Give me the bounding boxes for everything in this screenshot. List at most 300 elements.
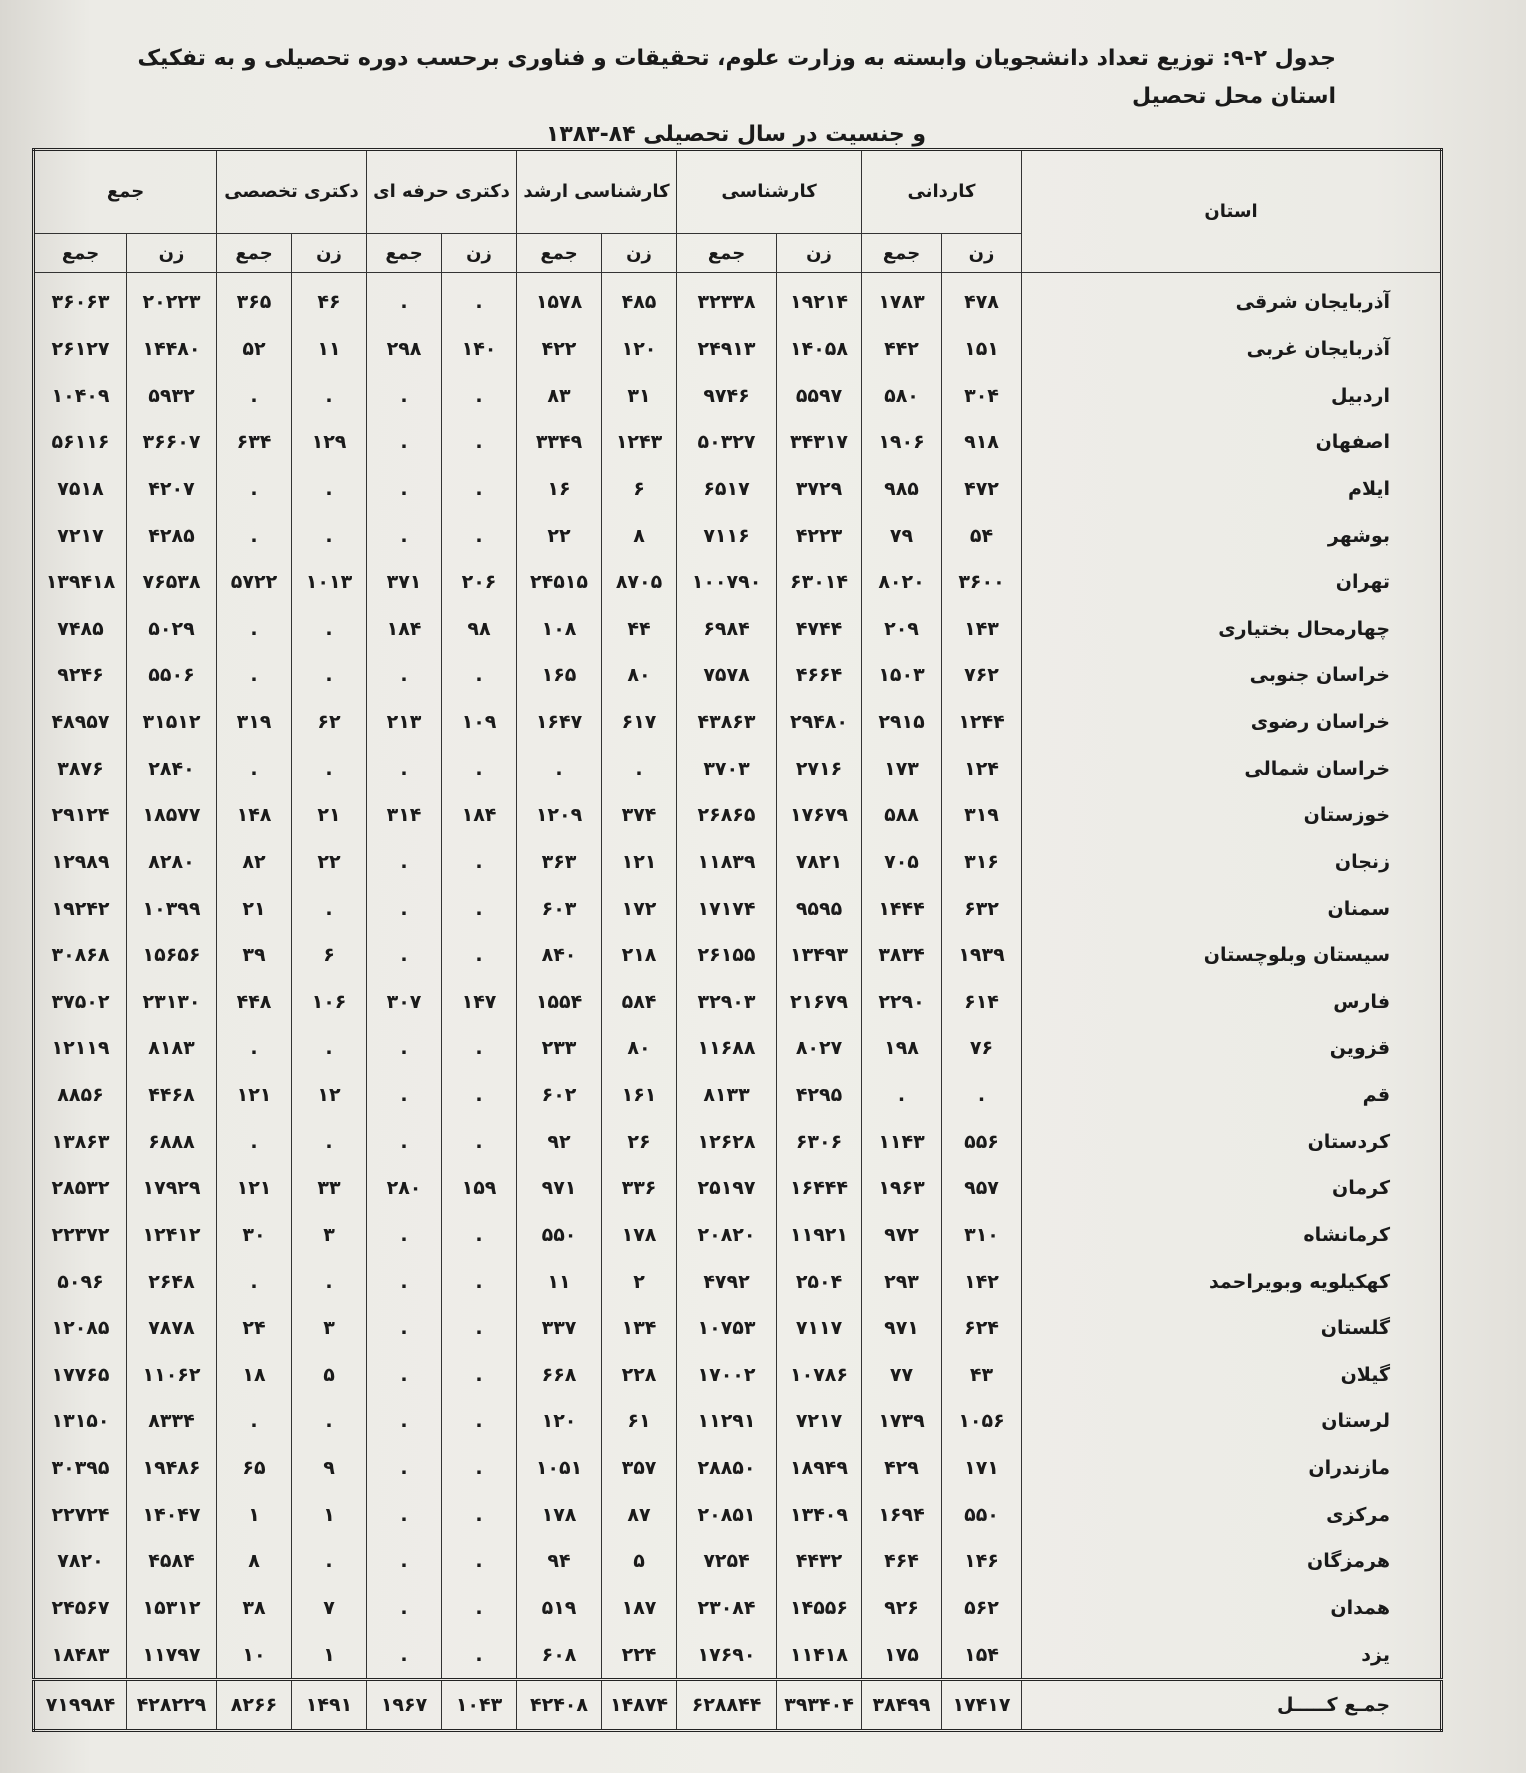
cell-total: ۱۳۱۵۰	[34, 1398, 127, 1445]
cell-female: .	[292, 372, 367, 419]
cell-total: .	[367, 1538, 442, 1585]
cell-female: .	[442, 932, 517, 979]
cell-total: .	[367, 1025, 442, 1072]
cell-total: ۱۸۴	[367, 606, 442, 653]
subheader-female: زن	[127, 234, 217, 273]
cell-female: ۲۰۲۲۳	[127, 273, 217, 326]
cell-total: ۳۰۸۶۸	[34, 932, 127, 979]
cell-female: ۱۰۹	[442, 699, 517, 746]
cell-total: ۹۴	[517, 1538, 602, 1585]
cell-female: ۲۲	[292, 839, 367, 886]
cell-female: ۵۵۶	[942, 1118, 1022, 1165]
cell-female: ۴۷۲	[942, 466, 1022, 513]
cell-total: .	[217, 1025, 292, 1072]
cell-female: ۱۴۸۷۴	[602, 1680, 677, 1731]
table-row	[34, 792, 1442, 839]
cell-total: ۷۸۲۰	[34, 1538, 127, 1585]
cell-total: ۲۸۵۳۲	[34, 1165, 127, 1212]
province-name: سیستان وبلوچستان	[1022, 932, 1442, 979]
cell-total: ۹۷۱	[517, 1165, 602, 1212]
cell-total: ۱۵۰۳	[862, 652, 942, 699]
cell-female: .	[292, 885, 367, 932]
cell-female: ۱۰۵۶	[942, 1398, 1022, 1445]
cell-female: ۹۵۹۵	[777, 885, 862, 932]
cell-total: ۴۲۲	[517, 326, 602, 373]
cell-female: .	[442, 1352, 517, 1399]
cell-total: .	[217, 372, 292, 419]
cell-female: ۸	[602, 512, 677, 559]
cell-female: .	[442, 372, 517, 419]
province-name: کرمان	[1022, 1165, 1442, 1212]
subheader-total: جمع	[34, 234, 127, 273]
cell-total: ۱۹۶۳	[862, 1165, 942, 1212]
cell-female: ۱۰۷۸۶	[777, 1352, 862, 1399]
table-row	[34, 1165, 1442, 1212]
cell-total: ۱۶۹۴	[862, 1491, 942, 1538]
cell-female: .	[442, 652, 517, 699]
students-table	[32, 148, 1443, 1732]
cell-female: ۴۲۸۲۲۹	[127, 1680, 217, 1731]
cell-total: ۵۸۸	[862, 792, 942, 839]
table-row	[34, 1398, 1442, 1445]
cell-female: ۸۳۳۴	[127, 1398, 217, 1445]
cell-total: ۴۴۲	[862, 326, 942, 373]
cell-female: .	[442, 1258, 517, 1305]
cell-female: ۴۴۳۲	[777, 1538, 862, 1585]
cell-total: ۱۲۹۸۹	[34, 839, 127, 886]
cell-total: ۷۹	[862, 512, 942, 559]
cell-total: ۱۲۰۹	[517, 792, 602, 839]
cell-female: ۱۵۶۵۶	[127, 932, 217, 979]
cell-female: ۷۸۷۸	[127, 1305, 217, 1352]
table-row	[34, 699, 1442, 746]
province-name: قم	[1022, 1072, 1442, 1119]
cell-female: ۲۹۴۸۰	[777, 699, 862, 746]
table-row	[34, 466, 1442, 513]
cell-female: ۳۶۶۰۷	[127, 419, 217, 466]
table-row	[34, 932, 1442, 979]
cell-total: .	[217, 466, 292, 513]
cell-total: ۱۱۶۸۸	[677, 1025, 777, 1072]
subheader-total: جمع	[677, 234, 777, 273]
cell-total: ۲۱۳	[367, 699, 442, 746]
cell-female: ۱۷۹۲۹	[127, 1165, 217, 1212]
cell-total: ۲۶۱۵۵	[677, 932, 777, 979]
cell-total: ۶۰۲	[517, 1072, 602, 1119]
province-name: تهران	[1022, 559, 1442, 606]
cell-female: ۱۳۴	[602, 1305, 677, 1352]
cell-female: .	[442, 839, 517, 886]
cell-female: ۲۱۶۷۹	[777, 979, 862, 1026]
province-name: کهکیلویه وبویراحمد	[1022, 1258, 1442, 1305]
province-name: سمنان	[1022, 885, 1442, 932]
cell-total: ۴۲۴۰۸	[517, 1680, 602, 1731]
cell-female: ۱۱۴۱۸	[777, 1631, 862, 1679]
cell-female: ۳۳۶	[602, 1165, 677, 1212]
cell-total: ۱۵۷۸	[517, 273, 602, 326]
cell-total: ۹۲۴۶	[34, 652, 127, 699]
cell-total: ۱۷۷۶۵	[34, 1352, 127, 1399]
cell-female: ۱۹۲۱۴	[777, 273, 862, 326]
header-group-professional-doctorate: دکتری حرفه ای	[367, 150, 517, 234]
cell-total: ۹۷۴۶	[677, 372, 777, 419]
cell-total: ۶۶۸	[517, 1352, 602, 1399]
cell-female: ۱۹۴۸۶	[127, 1445, 217, 1492]
cell-total: ۵۷۲۲	[217, 559, 292, 606]
cell-female: ۱۴۲	[942, 1258, 1022, 1305]
cell-female: ۷۱۱۷	[777, 1305, 862, 1352]
cell-female: ۳۱	[602, 372, 677, 419]
cell-total: ۵۱۹	[517, 1585, 602, 1632]
cell-total: ۱۳۸۶۳	[34, 1118, 127, 1165]
cell-female: .	[292, 1118, 367, 1165]
cell-female: ۵	[602, 1538, 677, 1585]
cell-female: ۱۴۴۸۰	[127, 326, 217, 373]
cell-female: ۱۲۴۱۲	[127, 1212, 217, 1259]
cell-female: ۱۴۰	[442, 326, 517, 373]
subheader-female: زن	[942, 234, 1022, 273]
cell-female: ۴۸۵	[602, 273, 677, 326]
cell-female: ۸۰	[602, 1025, 677, 1072]
table-row	[34, 1305, 1442, 1352]
cell-total: ۲۸۰	[367, 1165, 442, 1212]
cell-female: ۱۴۶	[942, 1538, 1022, 1585]
cell-total: ۲۴۹۱۳	[677, 326, 777, 373]
cell-female: .	[442, 1212, 517, 1259]
cell-female: ۸۰	[602, 652, 677, 699]
cell-female: ۶۱۷	[602, 699, 677, 746]
cell-total: ۱۹۸	[862, 1025, 942, 1072]
cell-total: .	[367, 372, 442, 419]
cell-total: ۲۲۳۷۲	[34, 1212, 127, 1259]
table-row	[34, 512, 1442, 559]
cell-total: ۷۲۱۷	[34, 512, 127, 559]
cell-total: .	[217, 1258, 292, 1305]
cell-total: ۳۶۰۶۳	[34, 273, 127, 326]
province-name: لرستان	[1022, 1398, 1442, 1445]
cell-total: ۳۱۹	[217, 699, 292, 746]
cell-female: ۸۲۸۰	[127, 839, 217, 886]
cell-total: ۹۷۲	[862, 1212, 942, 1259]
cell-total: ۲۶۸۶۵	[677, 792, 777, 839]
cell-total: .	[367, 1258, 442, 1305]
cell-total: ۵۸۰	[862, 372, 942, 419]
cell-female: .	[442, 1631, 517, 1679]
table-row	[34, 1212, 1442, 1259]
cell-female: ۱	[292, 1631, 367, 1679]
cell-female: ۱۵۱	[942, 326, 1022, 373]
province-name: جمـع کـــــل	[1022, 1680, 1442, 1731]
cell-female: ۱۴۵۵۶	[777, 1585, 862, 1632]
cell-total: ۱۰	[217, 1631, 292, 1679]
cell-female: ۴۷۸	[942, 273, 1022, 326]
cell-total: .	[367, 1631, 442, 1679]
cell-female: ۱۷۲	[602, 885, 677, 932]
header-group-master: کارشناسی ارشد	[517, 150, 677, 234]
table-row	[34, 326, 1442, 373]
cell-total: ۷۵۷۸	[677, 652, 777, 699]
cell-female: .	[442, 1445, 517, 1492]
cell-female: ۹	[292, 1445, 367, 1492]
table-title	[136, 40, 1336, 154]
cell-female: ۴۶	[292, 273, 367, 326]
province-name: اردبیل	[1022, 372, 1442, 419]
cell-female: ۱۵۴	[942, 1631, 1022, 1679]
province-name: فارس	[1022, 979, 1442, 1026]
cell-female: ۴۲۲۳	[777, 512, 862, 559]
cell-total: ۴۸۹۵۷	[34, 699, 127, 746]
cell-total: ۶۹۸۴	[677, 606, 777, 653]
cell-female: .	[292, 1398, 367, 1445]
cell-total: .	[217, 1398, 292, 1445]
cell-female: ۶۳۰۶	[777, 1118, 862, 1165]
cell-total: ۱۷۸	[517, 1491, 602, 1538]
cell-total: .	[367, 745, 442, 792]
cell-female: ۱۴۰۵۸	[777, 326, 862, 373]
cell-total: ۱۱۴۳	[862, 1118, 942, 1165]
cell-total: ۶۰۳	[517, 885, 602, 932]
cell-total: ۱۵۵۴	[517, 979, 602, 1026]
cell-female: ۸۷	[602, 1491, 677, 1538]
cell-female: ۳	[292, 1212, 367, 1259]
cell-total: ۸۱۳۳	[677, 1072, 777, 1119]
cell-total: ۱۲۰۸۵	[34, 1305, 127, 1352]
cell-female: ۵۵۰۶	[127, 652, 217, 699]
subheader-female: زن	[777, 234, 862, 273]
cell-female: ۵۵۹۷	[777, 372, 862, 419]
province-name: بوشهر	[1022, 512, 1442, 559]
cell-female: ۶۱	[602, 1398, 677, 1445]
cell-female: .	[442, 419, 517, 466]
cell-total: ۱۷۸۳	[862, 273, 942, 326]
cell-total: .	[367, 839, 442, 886]
province-name: خراسان شمالی	[1022, 745, 1442, 792]
cell-total: ۱	[217, 1491, 292, 1538]
cell-total: ۱۸۴۸۳	[34, 1631, 127, 1679]
cell-female: .	[292, 1025, 367, 1072]
cell-female: .	[442, 1118, 517, 1165]
cell-total: ۲۹۸	[367, 326, 442, 373]
cell-total: .	[367, 1491, 442, 1538]
cell-total: ۷۷	[862, 1352, 942, 1399]
cell-female: ۱۱۰۶۲	[127, 1352, 217, 1399]
cell-total: ۲۹۳	[862, 1258, 942, 1305]
cell-female: ۶	[292, 932, 367, 979]
cell-female: .	[442, 1491, 517, 1538]
cell-female: ۴۴	[602, 606, 677, 653]
cell-female: ۱۰۶	[292, 979, 367, 1026]
cell-female: ۱۰۱۳	[292, 559, 367, 606]
cell-female: ۱۲۴۴	[942, 699, 1022, 746]
cell-female: ۷	[292, 1585, 367, 1632]
cell-female: ۸۰۲۷	[777, 1025, 862, 1072]
header-group-associate: کاردانی	[862, 150, 1022, 234]
cell-total: ۴۴۸	[217, 979, 292, 1026]
cell-female: ۳۹۳۴۰۴	[777, 1680, 862, 1731]
cell-female: ۳۱۵۱۲	[127, 699, 217, 746]
cell-female: .	[442, 273, 517, 326]
cell-total: ۷۲۵۴	[677, 1538, 777, 1585]
cell-female: ۱۹۳۹	[942, 932, 1022, 979]
header-province: استان	[1022, 150, 1442, 273]
cell-total: .	[367, 1398, 442, 1445]
cell-total: ۳۸۷۶	[34, 745, 127, 792]
cell-female: ۲	[602, 1258, 677, 1305]
cell-total: ۱۷۳۹	[862, 1398, 942, 1445]
cell-total: ۳۰۷	[367, 979, 442, 1026]
cell-female: ۱۸۴	[442, 792, 517, 839]
cell-total: ۳۸۴۹۹	[862, 1680, 942, 1731]
cell-total: ۲۴	[217, 1305, 292, 1352]
cell-female: .	[442, 745, 517, 792]
province-name: خراسان جنوبی	[1022, 652, 1442, 699]
cell-total: ۲۵۱۹۷	[677, 1165, 777, 1212]
cell-total: ۱۷۶۹۰	[677, 1631, 777, 1679]
cell-total: ۷۵۱۸	[34, 466, 127, 513]
province-name: کرمانشاه	[1022, 1212, 1442, 1259]
cell-total: ۵۰۳۲۷	[677, 419, 777, 466]
cell-female: ۲۸۴۰	[127, 745, 217, 792]
cell-female: .	[442, 1538, 517, 1585]
cell-female: ۴۲۰۷	[127, 466, 217, 513]
cell-female: ۱۲۰	[602, 326, 677, 373]
table-row	[34, 745, 1442, 792]
cell-total: ۴۳۸۶۳	[677, 699, 777, 746]
cell-female: .	[292, 606, 367, 653]
cell-total: ۳۱۴	[367, 792, 442, 839]
cell-total: ۴۲۹	[862, 1445, 942, 1492]
cell-female: ۳۰۴	[942, 372, 1022, 419]
table-row	[34, 839, 1442, 886]
cell-total: ۱۰۰۷۹۰	[677, 559, 777, 606]
cell-female: ۲۲۴	[602, 1631, 677, 1679]
cell-total: ۲۲۹۰	[862, 979, 942, 1026]
table-row	[34, 1118, 1442, 1165]
table-row	[34, 1025, 1442, 1072]
cell-total: ۵۰۹۶	[34, 1258, 127, 1305]
header-group-total: جمع	[34, 150, 217, 234]
subheader-total: جمع	[367, 234, 442, 273]
cell-total: ۶۲۸۸۴۴	[677, 1680, 777, 1731]
cell-total: ۱۴۸	[217, 792, 292, 839]
cell-total: .	[367, 932, 442, 979]
cell-total: ۳۶۳	[517, 839, 602, 886]
cell-total: ۱۷۱۷۴	[677, 885, 777, 932]
cell-total: .	[367, 419, 442, 466]
cell-female: ۴۶۶۴	[777, 652, 862, 699]
cell-total: ۱۶۴۷	[517, 699, 602, 746]
cell-total: ۲۰۸۵۱	[677, 1491, 777, 1538]
table-row	[34, 606, 1442, 653]
province-name: یزد	[1022, 1631, 1442, 1679]
cell-total: ۷۰۵	[862, 839, 942, 886]
cell-female: ۵۹۳۲	[127, 372, 217, 419]
table-row	[34, 1491, 1442, 1538]
cell-female: ۴۲۹۵	[777, 1072, 862, 1119]
cell-female: .	[292, 1258, 367, 1305]
cell-female: ۳۷۲۹	[777, 466, 862, 513]
province-name: همدان	[1022, 1585, 1442, 1632]
cell-total: .	[367, 1585, 442, 1632]
cell-female: ۲۲۸	[602, 1352, 677, 1399]
cell-female: ۱۴۷	[442, 979, 517, 1026]
cell-female: ۳	[292, 1305, 367, 1352]
cell-total: ۸۴۰	[517, 932, 602, 979]
table-row	[34, 979, 1442, 1026]
header-group-bachelor: کارشناسی	[677, 150, 862, 234]
cell-female: ۱۵۹	[442, 1165, 517, 1212]
cell-total: ۳۲۳۳۸	[677, 273, 777, 326]
subheader-female: زن	[292, 234, 367, 273]
cell-total: ۳۷۵۰۲	[34, 979, 127, 1026]
cell-female: ۳۷۴	[602, 792, 677, 839]
cell-total: .	[217, 606, 292, 653]
subheader-total: جمع	[862, 234, 942, 273]
cell-female: ۳۱۶	[942, 839, 1022, 886]
cell-total: ۳۳۷	[517, 1305, 602, 1352]
cell-female: ۳۱۰	[942, 1212, 1022, 1259]
cell-female: ۷۸۲۱	[777, 839, 862, 886]
cell-total: .	[367, 1352, 442, 1399]
cell-total: .	[367, 466, 442, 513]
cell-female: ۱۱	[292, 326, 367, 373]
cell-total: ۳۰	[217, 1212, 292, 1259]
cell-total: ۵۲	[217, 326, 292, 373]
cell-total: ۱۸	[217, 1352, 292, 1399]
cell-female: ۵	[292, 1352, 367, 1399]
cell-total: ۲۴۵۶۷	[34, 1585, 127, 1632]
cell-female: .	[442, 512, 517, 559]
cell-female: ۲۷۱۶	[777, 745, 862, 792]
cell-total: ۱۹۲۴۲	[34, 885, 127, 932]
cell-female: ۴۴۶۸	[127, 1072, 217, 1119]
cell-female: ۶۱۴	[942, 979, 1022, 1026]
cell-total: ۶۵۱۷	[677, 466, 777, 513]
cell-female: ۶۸۸۸	[127, 1118, 217, 1165]
cell-total: ۶۵	[217, 1445, 292, 1492]
cell-female: ۳۶۰۰	[942, 559, 1022, 606]
subheader-total: جمع	[517, 234, 602, 273]
province-name: گیلان	[1022, 1352, 1442, 1399]
table-row	[34, 1585, 1442, 1632]
cell-total: ۵۶۱۱۶	[34, 419, 127, 466]
cell-female: ۹۵۷	[942, 1165, 1022, 1212]
cell-female: .	[442, 1305, 517, 1352]
cell-total: ۱۲۶۲۸	[677, 1118, 777, 1165]
cell-total: ۱۴۴۴	[862, 885, 942, 932]
cell-female: ۲۵۰۴	[777, 1258, 862, 1305]
cell-female: ۱۴۹۱	[292, 1680, 367, 1731]
cell-total: ۷۱۹۹۸۴	[34, 1680, 127, 1731]
table-row	[34, 1631, 1442, 1679]
subheader-total: جمع	[217, 234, 292, 273]
cell-female: .	[442, 1585, 517, 1632]
cell-total: .	[367, 1212, 442, 1259]
cell-female: .	[442, 1025, 517, 1072]
cell-female: ۳۵۷	[602, 1445, 677, 1492]
cell-female: ۱۷۴۱۷	[942, 1680, 1022, 1731]
table-row	[34, 1445, 1442, 1492]
cell-total: ۳۸۳۴	[862, 932, 942, 979]
cell-female: ۱۷۸	[602, 1212, 677, 1259]
cell-female: ۶۲۴	[942, 1305, 1022, 1352]
cell-female: ۳۳	[292, 1165, 367, 1212]
cell-total: ۲۰۹	[862, 606, 942, 653]
table-row	[34, 1352, 1442, 1399]
cell-female: ۱۷۶۷۹	[777, 792, 862, 839]
cell-total: .	[217, 652, 292, 699]
cell-total: ۳۷۱	[367, 559, 442, 606]
